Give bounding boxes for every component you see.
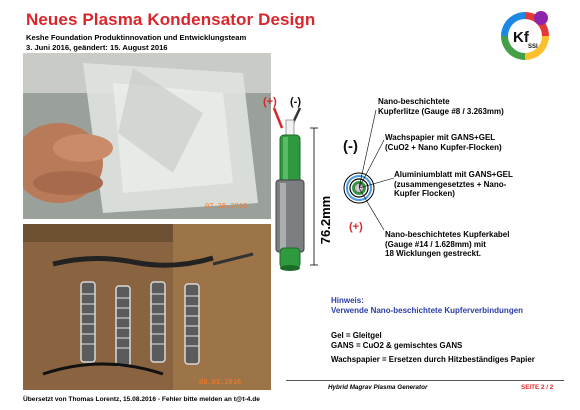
logo-sub: SSI [528, 44, 538, 50]
label-wax-paper [385, 133, 502, 152]
cylinder-minus-label: (-) [290, 96, 301, 108]
label-aluminium-line3: Kupfer Flocken) [394, 189, 455, 199]
keshe-foundation-logo-icon [497, 8, 553, 70]
hint-block [331, 296, 523, 316]
subtitle-team: Keshe Foundation Produktinnovation und Entwicklungsteam [26, 33, 247, 42]
hint-text: Verwende Nano-beschichtete Kupferverbindungen [331, 306, 524, 315]
cross-plus-label: (+) [349, 221, 363, 233]
length-dimension-label: 76.2mm [318, 195, 333, 245]
label-outer-wire-line2: (Gauge #14 / 1.628mm) mit [385, 239, 486, 249]
label-aluminium-line2: (zusammengesetztes + Nano- [394, 179, 507, 189]
label-aluminium [394, 170, 513, 199]
footer-doc-title: Hybrid Magrav Plasma Generator [328, 384, 428, 391]
red-lead-wire [274, 108, 282, 128]
note-gel: Gel = Gleitgel [331, 331, 382, 340]
label-inner-wire-line2: Kupferlitze (Gauge #8 / 3.263mm) [378, 106, 504, 116]
cylinder-plus-label: (+) [263, 96, 277, 108]
capacitor-photo-drawing [23, 224, 271, 390]
logo-letters: Kf [513, 29, 529, 46]
label-aluminium-line1: Aluminiumblatt mit GANS+GEL [394, 170, 513, 179]
subtitle-date: 3. Juni 2016, geändert: 15. August 2016 [26, 43, 168, 52]
footer-page-number: SEITE 2 / 2 [521, 384, 554, 391]
footer-divider [286, 380, 564, 381]
cross-minus-label: (-) [343, 138, 358, 155]
label-outer-wire-line3: 18 Wicklungen gestreckt. [385, 249, 481, 259]
label-wax-paper-line2: (CuO2 + Nano Kupfer-Flocken) [385, 142, 502, 152]
footer-translation-note: Übersetzt von Thomas Lorentz, 15.08.2016 - Fehler bitte melden an t@t-4.de [23, 396, 260, 403]
note-gans: GANS = CuO2 & gemischtes GANS [331, 341, 463, 350]
label-wax-paper-line1: Wachspapier mit GANS+GEL [385, 133, 496, 142]
photo-top-date: 07.28.2016 [205, 202, 248, 210]
label-inner-wire-line1: Nano-beschichtete [378, 97, 450, 106]
photo-bottom-date: 08.03.2016 [199, 378, 242, 386]
label-outer-wire [385, 230, 509, 259]
foil-photo-drawing [23, 53, 271, 219]
label-outer-wire-line1: Nano-beschichtetes Kupferkabel [385, 230, 510, 239]
page-title: Neues Plasma Kondensator Design [26, 10, 316, 29]
photo-capacitors [23, 224, 271, 390]
note-wax-paper: Wachspapier = Ersetzen durch Hitzbeständiges Papier [331, 355, 535, 364]
photo-foil-wrapping [23, 53, 271, 219]
label-inner-wire [378, 97, 504, 116]
hint-title: Hinweis: [331, 296, 364, 305]
